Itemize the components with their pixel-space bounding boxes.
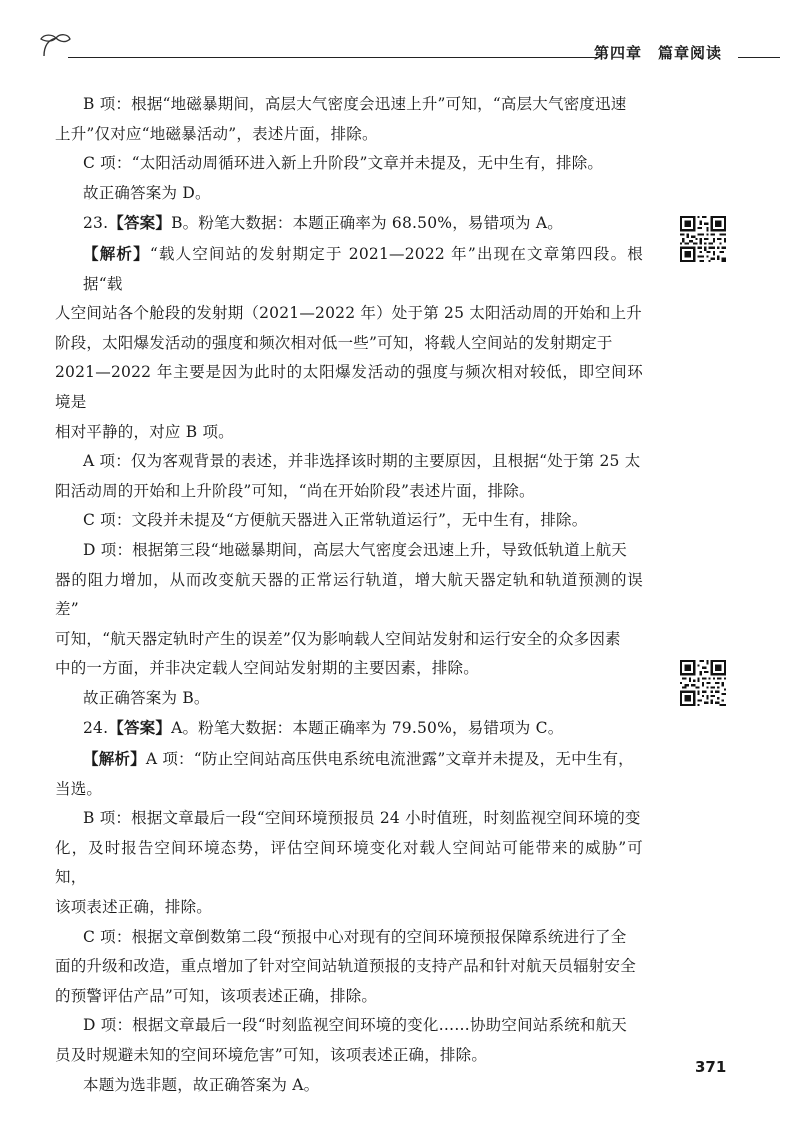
q24-item-c-line2: 面的升级和改造，重点增加了针对空间站轨道预报的支持产品和针对航天员辐射安全 — [55, 957, 636, 976]
q23-item-a-line2: 阳活动周的开始和上升阶段”可知，“尚在开始阶段”表述片面，排除。 — [55, 481, 535, 500]
q23-item-d-line4: 中的一方面，并非决定载人空间站发射期的主要因素，排除。 — [55, 659, 479, 678]
q23-analysis-line4: 2021—2022 年主要是因为此时的太阳爆发活动的强度与频次相对较低，即空间环境是 — [55, 363, 643, 411]
q24-analysis-text: A 项：“防止空间站高压供电系统电流泄露”文章并未提及，无中生有， — [145, 750, 634, 769]
q23-number: 23. — [83, 214, 109, 233]
q23-analysis-tag: 【解析】 — [83, 243, 150, 263]
q24-item-c-line3: 的预警评估产品”可知，该项表述正确，排除。 — [55, 986, 378, 1005]
q23-item-d-line1: D 项：根据第三段“地磁暴期间，高层大气密度会迅速上升，导致低轨道上航天 — [83, 540, 627, 559]
q24-answer-text: A。粉笔大数据：本题正确率为 79.50%，易错项为 C。 — [171, 719, 564, 738]
page-number: 371 — [695, 1058, 727, 1076]
qr-code-q23[interactable] — [680, 216, 726, 262]
sprout-icon — [38, 32, 72, 58]
q24-answer-tag: 【答案】 — [108, 718, 172, 738]
q23-item-a-line1: A 项：仅为客观背景的表述，并非选择该时期的主要原因，且根据“处于第 25 太 — [83, 452, 641, 471]
q24-analysis-tag: 【解析】 — [83, 749, 146, 769]
section-title: 篇章阅读 — [658, 44, 723, 62]
q24-item-b-line2: 化，及时报告空间环境态势，评估空间环境变化对载人空间站可能带来的威胁”可知， — [55, 838, 643, 887]
q23-analysis-text: “载人空间站的发射期定于 2021—2022 年”出现在文章第四段。根据“载 — [83, 244, 643, 293]
q24-item-c-line1: C 项：根据文章倒数第二段“预报中心对现有的空间环境预报保障系统进行了全 — [83, 927, 627, 946]
page-content — [55, 90, 643, 1100]
page-header — [38, 30, 780, 66]
paragraph-b-line1: B 项：根据“地磁暴期间，高层大气密度会迅速上升”可知，“高层大气密度迅速 — [83, 95, 627, 113]
paragraph-c: C 项：“太阳活动周循环进入新上升阶段”文章并未提及，无中生有，排除。 — [83, 154, 604, 173]
header-rule-right — [738, 57, 780, 58]
q23-conclusion: 故正确答案为 B。 — [83, 688, 210, 707]
q24-conclusion: 本题为选非题，故正确答案为 A。 — [83, 1075, 320, 1094]
q24-item-b-line1: B 项：根据文章最后一段“空间环境预报员 24 小时值班，时刻监视空间环境的变 — [83, 809, 641, 828]
q24-answer — [83, 713, 643, 744]
q24-item-d-line1: D 项：根据文章最后一段“时刻监视空间环境的变化……协助空间站系统和航天 — [83, 1016, 627, 1035]
q23-item-d-line2: 器的阻力增加，从而改变航天器的正常运行轨道，增大航天器定轨和轨道预测的误差” — [55, 570, 643, 619]
qr-code-q24[interactable] — [680, 660, 726, 706]
q24-number: 24. — [83, 719, 109, 738]
q24-item-b-line3: 该项表述正确，排除。 — [55, 898, 213, 917]
q23-analysis-line3: 阶段，太阳爆发活动的强度和频次相对低一些”可知，将载人空间站的发射期定于 — [55, 333, 613, 352]
q23-answer-text: B。粉笔大数据：本题正确率为 68.50%，易错项为 A。 — [171, 214, 563, 233]
q23-item-c: C 项：文段并未提及“方便航天器进入正常轨道运行”，无中生有，排除。 — [83, 511, 588, 530]
q23-analysis-line1 — [83, 239, 643, 299]
q24-item-d-line2: 员及时规避未知的空间环境危害”可知，该项表述正确，排除。 — [55, 1046, 488, 1064]
paragraph-b-line2: 上升”仅对应“地磁暴活动”，表述片面，排除。 — [55, 124, 378, 143]
q24-analysis-line1 — [83, 744, 643, 775]
q23-item-d-line3: 可知，“航天器定轨时产生的误差”仅为影响载人空间站发射和运行安全的众多因素 — [55, 629, 621, 648]
q23-analysis-line2: 人空间站各个舱段的发射期（2021—2022 年）处于第 25 太阳活动周的开始和上升 — [55, 304, 642, 323]
q23-analysis-line5: 相对平静的，对应 B 项。 — [55, 422, 234, 441]
q23-answer-tag: 【答案】 — [108, 213, 172, 233]
q24-analysis-line2: 当选。 — [55, 779, 103, 798]
chapter-title: 第四章 — [594, 44, 643, 62]
header-rule-left — [68, 57, 598, 58]
q23-answer — [83, 208, 643, 239]
paragraph-conclusion-d: 故正确答案为 D。 — [83, 183, 211, 202]
